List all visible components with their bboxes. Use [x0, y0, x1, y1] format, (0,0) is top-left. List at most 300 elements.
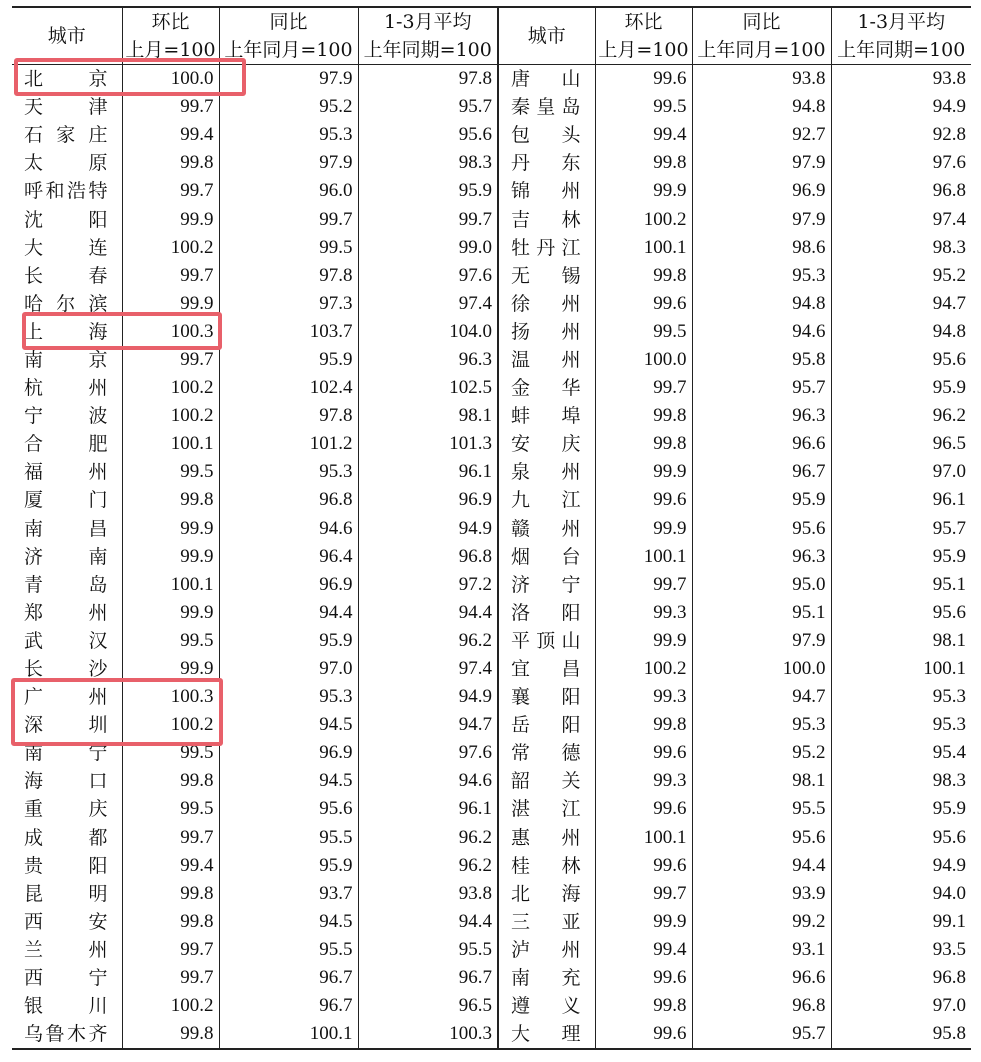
- yoy-value: 92.7: [692, 121, 831, 149]
- mom-value: 99.7: [122, 177, 219, 205]
- city-name-text: [511, 627, 581, 655]
- avg-value: 94.8: [932, 320, 966, 342]
- yoy-value: 94.4: [219, 599, 358, 627]
- city-name-text: [24, 683, 108, 711]
- yoy-value: 96.6: [692, 964, 831, 992]
- table-row: [12, 767, 971, 795]
- city-name-text: [24, 346, 108, 374]
- city-char: 都: [88, 826, 108, 849]
- city-char: 州: [561, 517, 581, 540]
- city-name: [498, 880, 595, 908]
- city-char: 和: [45, 180, 65, 203]
- city-name: [12, 177, 122, 205]
- yoy-value: 95.8: [692, 346, 831, 374]
- city-name: [12, 65, 122, 94]
- avg-value: 92.8: [932, 124, 966, 146]
- city-name-text: [24, 149, 108, 177]
- mom-value: 99.5: [122, 458, 219, 486]
- yoy-value: 96.3: [692, 402, 831, 430]
- city-char: 岳: [511, 714, 531, 737]
- mom-value: 100.2: [122, 711, 219, 739]
- avg-value: 94.9: [932, 96, 966, 118]
- price-index-table: [12, 6, 971, 1050]
- yoy-value: 94.5: [219, 767, 358, 795]
- city-name: [498, 486, 595, 514]
- city-char: 阳: [88, 854, 108, 877]
- city-char: 洛: [511, 601, 531, 624]
- city-name: [12, 599, 122, 627]
- city-char: 宁: [561, 573, 581, 596]
- mom-value: 99.7: [595, 571, 692, 599]
- table-row: [12, 346, 971, 374]
- yoy-value: 95.3: [219, 683, 358, 711]
- city-char: 汉: [88, 629, 108, 652]
- avg-value: 101.3: [358, 430, 498, 458]
- city-name-text: [24, 234, 108, 262]
- mom-value: 99.4: [122, 121, 219, 149]
- city-name: [498, 177, 595, 205]
- city-name: [498, 655, 595, 683]
- avg-value: 96.8: [358, 543, 498, 571]
- yoy-value: 96.7: [219, 992, 358, 1020]
- table-row: [12, 65, 971, 94]
- mom-value: 99.6: [595, 290, 692, 318]
- mom-value: 99.7: [595, 374, 692, 402]
- avg-value: 99.1: [932, 910, 966, 932]
- mom-value: 100.2: [122, 402, 219, 430]
- yoy-value: 103.7: [219, 318, 358, 346]
- avg-value: 97.4: [932, 208, 966, 230]
- mom-value: 99.8: [122, 880, 219, 908]
- city-name-text: [511, 458, 581, 486]
- table-row: [12, 262, 971, 290]
- city-name: [12, 880, 122, 908]
- city-name-text: [511, 852, 581, 880]
- city-name-text: [511, 824, 581, 852]
- city-name-text: [511, 543, 581, 571]
- city-char: 重: [24, 798, 44, 821]
- mom-base-header: 上月=100: [595, 36, 692, 65]
- table-row: [12, 795, 971, 823]
- city-name: [12, 262, 122, 290]
- city-char: 锡: [561, 264, 581, 287]
- yoy-value: 95.3: [219, 458, 358, 486]
- city-name: [12, 290, 122, 318]
- yoy-value: 93.1: [692, 936, 831, 964]
- city-char: 滨: [88, 292, 108, 315]
- city-name-text: [24, 880, 108, 908]
- city-name: [498, 543, 595, 571]
- city-name: [498, 711, 595, 739]
- city-name: [12, 767, 122, 795]
- mom-value: 99.8: [595, 711, 692, 739]
- yoy-value: 102.4: [219, 374, 358, 402]
- city-name-text: [24, 318, 108, 346]
- city-name-text: [24, 824, 108, 852]
- avg-value: 98.3: [358, 149, 498, 177]
- city-name: [498, 121, 595, 149]
- avg-value: 97.6: [358, 739, 498, 767]
- city-char: 杭: [24, 377, 44, 400]
- mom-value: 99.8: [595, 262, 692, 290]
- table-row: [12, 234, 971, 262]
- yoy-value: 96.3: [692, 543, 831, 571]
- avg-value: 94.9: [932, 854, 966, 876]
- yoy-value: 100.0: [692, 655, 831, 683]
- avg-value: 95.2: [932, 264, 966, 286]
- mom-value: 99.6: [595, 739, 692, 767]
- city-char: 皇: [536, 96, 556, 119]
- city-name-text: [24, 65, 108, 93]
- avg-value: 95.4: [932, 742, 966, 764]
- city-header: 城市: [12, 7, 122, 65]
- avg-value: 94.7: [932, 292, 966, 314]
- city-char: 林: [561, 854, 581, 877]
- city-name-text: [511, 374, 581, 402]
- yoy-value: 95.0: [692, 571, 831, 599]
- yoy-value: 95.9: [219, 627, 358, 655]
- avg-value: 94.6: [358, 767, 498, 795]
- city-char: 德: [561, 742, 581, 765]
- avg-value: 94.7: [358, 711, 498, 739]
- mom-value: 99.9: [595, 458, 692, 486]
- city-char: 郑: [24, 601, 44, 624]
- city-char: 襄: [511, 686, 531, 709]
- avg-value: 96.2: [932, 405, 966, 427]
- city-name-text: [24, 571, 108, 599]
- yoy-value: 98.6: [692, 234, 831, 262]
- city-name-text: [511, 936, 581, 964]
- avg-base-header: 上年同期=100: [831, 36, 971, 65]
- yoy-value: 99.7: [219, 205, 358, 233]
- table-row: [12, 149, 971, 177]
- mom-base-header: 上月=100: [122, 36, 219, 65]
- city-char: 南: [88, 545, 108, 568]
- city-name: [498, 515, 595, 543]
- mom-value: 100.1: [595, 824, 692, 852]
- avg-value: 95.3: [932, 686, 966, 708]
- city-name-text: [24, 430, 108, 458]
- city-name: [12, 93, 122, 121]
- city-name-text: [24, 374, 108, 402]
- avg-value: 98.1: [932, 629, 966, 651]
- mom-value: 100.1: [122, 430, 219, 458]
- city-name: [12, 205, 122, 233]
- avg-value: 95.7: [932, 517, 966, 539]
- avg-value: 95.6: [932, 826, 966, 848]
- avg-value: 96.1: [932, 489, 966, 511]
- yoy-base-header: 上年同月=100: [692, 36, 831, 65]
- avg-value: 94.4: [358, 599, 498, 627]
- city-char: 山: [561, 68, 581, 91]
- yoy-value: 97.9: [219, 149, 358, 177]
- yoy-value: 94.6: [692, 318, 831, 346]
- city-char: 岛: [561, 96, 581, 119]
- yoy-value: 96.7: [692, 458, 831, 486]
- city-name-text: [511, 571, 581, 599]
- avg-value: 96.3: [358, 346, 498, 374]
- city-char: 安: [88, 910, 108, 933]
- city-char: 理: [561, 1023, 581, 1046]
- mom-value: 100.3: [122, 318, 219, 346]
- yoy-value: 94.4: [692, 852, 831, 880]
- city-char: 家: [56, 124, 76, 147]
- city-char: 州: [88, 601, 108, 624]
- city-name: [498, 149, 595, 177]
- city-char: 充: [561, 967, 581, 990]
- city-name: [498, 262, 595, 290]
- city-char: 川: [88, 995, 108, 1018]
- city-char: 沙: [88, 658, 108, 681]
- mom-value: 99.7: [122, 346, 219, 374]
- avg-value: 99.7: [358, 205, 498, 233]
- city-char: 圳: [88, 714, 108, 737]
- city-char: 昆: [24, 882, 44, 905]
- avg-value: 95.6: [932, 601, 966, 623]
- city-name: [12, 402, 122, 430]
- city-name-text: [511, 177, 581, 205]
- city-char: 桂: [511, 854, 531, 877]
- city-char: 华: [561, 377, 581, 400]
- city-name-text: [24, 515, 108, 543]
- city-name: [12, 739, 122, 767]
- city-name: [12, 234, 122, 262]
- city-char: 天: [24, 96, 44, 119]
- yoy-header: 同比: [219, 7, 358, 36]
- avg-value: 102.5: [358, 374, 498, 402]
- avg-value: 96.1: [358, 458, 498, 486]
- city-char: 上: [24, 320, 44, 343]
- city-char: 京: [88, 68, 108, 91]
- mom-value: 100.2: [595, 205, 692, 233]
- yoy-value: 97.8: [219, 262, 358, 290]
- city-char: 金: [511, 377, 531, 400]
- avg-value: 100.1: [923, 658, 966, 680]
- avg-value: 95.6: [358, 121, 498, 149]
- mom-value: 99.8: [122, 149, 219, 177]
- city-name-text: [24, 739, 108, 767]
- city-char: 州: [88, 686, 108, 709]
- city-name-text: [24, 992, 108, 1020]
- city-name-text: [511, 290, 581, 318]
- city-name: [498, 346, 595, 374]
- city-char: 海: [561, 882, 581, 905]
- yoy-value: 93.8: [692, 65, 831, 94]
- city-name: [498, 374, 595, 402]
- yoy-value: 97.8: [219, 402, 358, 430]
- mom-value: 99.8: [595, 402, 692, 430]
- yoy-value: 93.9: [692, 880, 831, 908]
- city-name: [12, 346, 122, 374]
- yoy-value: 95.1: [692, 599, 831, 627]
- table-row: [12, 486, 971, 514]
- table-row: [12, 852, 971, 880]
- city-name: [498, 964, 595, 992]
- avg-value: 96.7: [358, 964, 498, 992]
- city-name: [12, 318, 122, 346]
- city-name-text: [24, 1020, 108, 1048]
- mom-value: 99.7: [122, 262, 219, 290]
- city-char: 山: [561, 629, 581, 652]
- mom-value: 99.5: [122, 739, 219, 767]
- city-char: 岛: [88, 573, 108, 596]
- avg-value: 95.7: [358, 93, 498, 121]
- yoy-value: 95.6: [692, 824, 831, 852]
- city-name-text: [24, 206, 108, 234]
- avg-value: 96.5: [932, 433, 966, 455]
- table-row: [12, 824, 971, 852]
- city-char: 包: [511, 124, 531, 147]
- yoy-value: 96.0: [219, 177, 358, 205]
- table-row: [12, 93, 971, 121]
- mom-value: 99.9: [122, 205, 219, 233]
- yoy-value: 95.5: [692, 795, 831, 823]
- city-char: 南: [24, 517, 44, 540]
- city-name-text: [511, 430, 581, 458]
- avg-value: 96.8: [932, 180, 966, 202]
- city-name: [12, 1020, 122, 1049]
- city-char: 江: [561, 798, 581, 821]
- city-name-text: [511, 683, 581, 711]
- mom-value: 99.7: [122, 936, 219, 964]
- city-name: [12, 458, 122, 486]
- avg-value: 95.3: [932, 714, 966, 736]
- yoy-value: 96.9: [219, 739, 358, 767]
- city-name-text: [24, 177, 108, 205]
- mom-value: 99.6: [595, 795, 692, 823]
- mom-value: 99.9: [122, 515, 219, 543]
- yoy-value: 95.7: [692, 1020, 831, 1049]
- city-name: [498, 1020, 595, 1049]
- city-char: 乌: [24, 1023, 44, 1046]
- avg-value: 99.0: [358, 234, 498, 262]
- city-name-text: [24, 964, 108, 992]
- yoy-value: 100.1: [219, 1020, 358, 1049]
- mom-value: 99.6: [595, 65, 692, 94]
- city-char: 浩: [66, 180, 86, 203]
- city-name-text: [511, 402, 581, 430]
- yoy-value: 97.9: [692, 205, 831, 233]
- city-char: 州: [88, 461, 108, 484]
- yoy-value: 94.5: [219, 711, 358, 739]
- city-char: 波: [88, 405, 108, 428]
- avg-value: 95.5: [358, 936, 498, 964]
- yoy-value: 94.8: [692, 93, 831, 121]
- yoy-value: 94.7: [692, 683, 831, 711]
- city-char: 西: [24, 910, 44, 933]
- yoy-value: 97.3: [219, 290, 358, 318]
- city-char: 阳: [561, 686, 581, 709]
- city-char: 韶: [511, 770, 531, 793]
- mom-value: 100.0: [122, 65, 219, 94]
- mom-value: 99.8: [122, 908, 219, 936]
- mom-value: 99.8: [122, 486, 219, 514]
- city-char: 鲁: [45, 1023, 65, 1046]
- mom-value: 99.8: [595, 992, 692, 1020]
- city-char: 三: [511, 910, 531, 933]
- city-char: 州: [561, 292, 581, 315]
- avg-value: 100.3: [358, 1020, 498, 1049]
- mom-value: 100.1: [595, 234, 692, 262]
- city-char: 长: [24, 264, 44, 287]
- city-name: [12, 992, 122, 1020]
- city-char: 贵: [24, 854, 44, 877]
- city-char: 遵: [511, 995, 531, 1018]
- city-name: [498, 908, 595, 936]
- city-char: 州: [88, 938, 108, 961]
- yoy-value: 99.2: [692, 908, 831, 936]
- city-name: [498, 234, 595, 262]
- mom-value: 99.9: [122, 599, 219, 627]
- city-char: 特: [88, 180, 108, 203]
- table-row: [12, 121, 971, 149]
- yoy-value: 97.9: [219, 65, 358, 94]
- city-char: 丹: [536, 236, 556, 259]
- yoy-value: 95.6: [219, 795, 358, 823]
- table-row: [12, 711, 971, 739]
- city-name: [498, 824, 595, 852]
- avg-value: 96.9: [358, 486, 498, 514]
- yoy-value: 99.5: [219, 234, 358, 262]
- mom-header: 环比: [122, 7, 219, 36]
- yoy-value: 97.0: [219, 655, 358, 683]
- city-name-text: [24, 711, 108, 739]
- yoy-value: 101.2: [219, 430, 358, 458]
- table-row: [12, 1020, 971, 1049]
- city-char: 林: [561, 208, 581, 231]
- city-char: 厦: [24, 489, 44, 512]
- city-char: 泸: [511, 938, 531, 961]
- mom-value: 100.3: [122, 683, 219, 711]
- avg-header: 1-3月平均: [358, 7, 498, 36]
- city-char: 庄: [88, 124, 108, 147]
- city-name: [12, 121, 122, 149]
- city-name-text: [511, 992, 581, 1020]
- city-name: [12, 824, 122, 852]
- city-char: 齐: [88, 1023, 108, 1046]
- city-name-text: [511, 767, 581, 795]
- mom-value: 99.4: [595, 121, 692, 149]
- city-name-text: [511, 739, 581, 767]
- city-char: 武: [24, 629, 44, 652]
- city-char: 州: [561, 320, 581, 343]
- yoy-value: 95.9: [219, 346, 358, 374]
- city-name-text: [511, 599, 581, 627]
- table-row: [12, 739, 971, 767]
- table-row: [12, 205, 971, 233]
- city-name-text: [511, 1020, 581, 1048]
- yoy-value: 95.2: [692, 739, 831, 767]
- table-row: [12, 908, 971, 936]
- yoy-value: 95.6: [692, 515, 831, 543]
- city-char: 明: [88, 882, 108, 905]
- city-char: 昌: [88, 517, 108, 540]
- city-char: 济: [511, 573, 531, 596]
- yoy-value: 95.2: [219, 93, 358, 121]
- city-char: 京: [88, 348, 108, 371]
- table-row: [12, 402, 971, 430]
- city-char: 春: [88, 264, 108, 287]
- avg-value: 97.4: [358, 290, 498, 318]
- avg-value: 97.6: [932, 152, 966, 174]
- mom-value: 99.9: [595, 177, 692, 205]
- city-char: 关: [561, 770, 581, 793]
- city-name: [498, 65, 595, 94]
- city-char: 兰: [24, 938, 44, 961]
- mom-value: 100.2: [122, 992, 219, 1020]
- city-name-text: [24, 121, 108, 149]
- city-char: 连: [88, 236, 108, 259]
